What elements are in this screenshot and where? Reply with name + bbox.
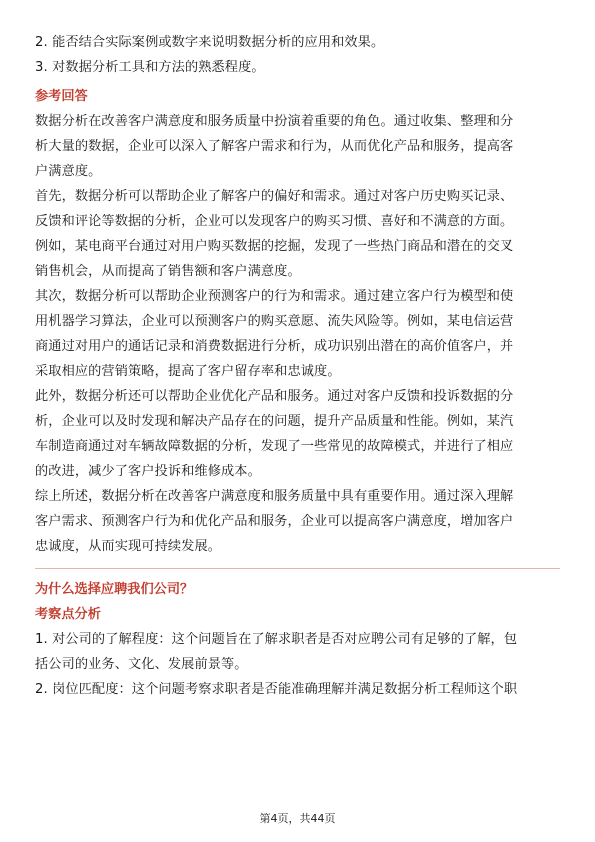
analysis-line: 括公司的业务、文化、发展前景等。 (35, 657, 248, 672)
analysis-list (35, 627, 560, 702)
answer-line: 车制造商通过对车辆故障数据的分析，发现了一些常见的故障模式，并进行了相应 (35, 439, 514, 454)
answer-paragraph-1 (35, 109, 560, 184)
answer-line: 此外，数据分析还可以帮助企业优化产品和服务。通过对客户反馈和投诉数据的分 (35, 389, 514, 404)
answer-paragraph-2 (35, 184, 560, 284)
answer-heading: 参考回答 (35, 89, 88, 104)
top-item-3: 3. 对数据分析工具和方法的熟悉程度。 (35, 60, 265, 75)
answer-line: 户满意度。 (35, 164, 102, 179)
page-number-footer: 第4页，共44页 (259, 812, 336, 825)
answer-paragraph-4 (35, 384, 560, 484)
answer-line: 首先，数据分析可以帮助企业了解客户的偏好和需求。通过对客户历史购买记录、 (35, 189, 514, 204)
answer-line: 析大量的数据，企业可以深入了解客户需求和行为，从而优化产品和服务，提高客 (35, 139, 514, 154)
answer-line: 商通过对用户的通话记录和消费数据进行分析，成功识别出潜在的高价值客户，并 (35, 339, 514, 354)
analysis-line: 2. 岗位匹配度：这个问题考察求职者是否能准确理解并满足数据分析工程师这个职 (35, 682, 518, 697)
answer-line: 采取相应的营销策略，提高了客户留存率和忠诚度。 (35, 364, 341, 379)
page-content (35, 30, 560, 702)
answer-line: 用机器学习算法，企业可以预测客户的购买意愿、流失风险等。例如，某电信运营 (35, 314, 514, 329)
analysis-line: 1. 对公司的了解程度：这个问题旨在了解求职者是否对应聘公司有足够的了解，包 (35, 632, 518, 647)
answer-line: 其次，数据分析可以帮助企业预测客户的行为和需求。通过建立客户行为模型和使 (35, 289, 514, 304)
answer-line: 的改进，减少了客户投诉和维修成本。 (35, 464, 261, 479)
answer-line: 忠诚度，从而实现可持续发展。 (35, 539, 222, 554)
answer-line: 反馈和评论等数据的分析，企业可以发现客户的购买习惯、喜好和不满意的方面。 (35, 214, 514, 229)
analysis-heading: 考察点分析 (35, 607, 101, 622)
answer-line: 销售机会，从而提高了销售额和客户满意度。 (35, 264, 301, 279)
top-item-2: 2. 能否结合实际案例或数字来说明数据分析的应用和效果。 (35, 35, 385, 50)
answer-line: 综上所述，数据分析在改善客户满意度和服务质量中具有重要作用。通过深入理解 (35, 489, 514, 504)
answer-line: 析，企业可以及时发现和解决产品存在的问题，提升产品质量和性能。例如，某汽 (35, 414, 514, 429)
answer-line: 客户需求、预测客户行为和优化产品和服务，企业可以提高客户满意度，增加客户 (35, 514, 514, 529)
answer-line: 数据分析在改善客户满意度和服务质量中扮演着重要的角色。通过收集、整理和分 (35, 114, 514, 129)
question-heading: 为什么选择应聘我们公司？ (35, 582, 194, 597)
section-divider (35, 568, 560, 569)
answer-line: 例如，某电商平台通过对用户购买数据的挖掘，发现了一些热门商品和潜在的交叉 (35, 239, 514, 254)
answer-paragraph-3 (35, 284, 560, 384)
answer-paragraph-5 (35, 484, 560, 559)
